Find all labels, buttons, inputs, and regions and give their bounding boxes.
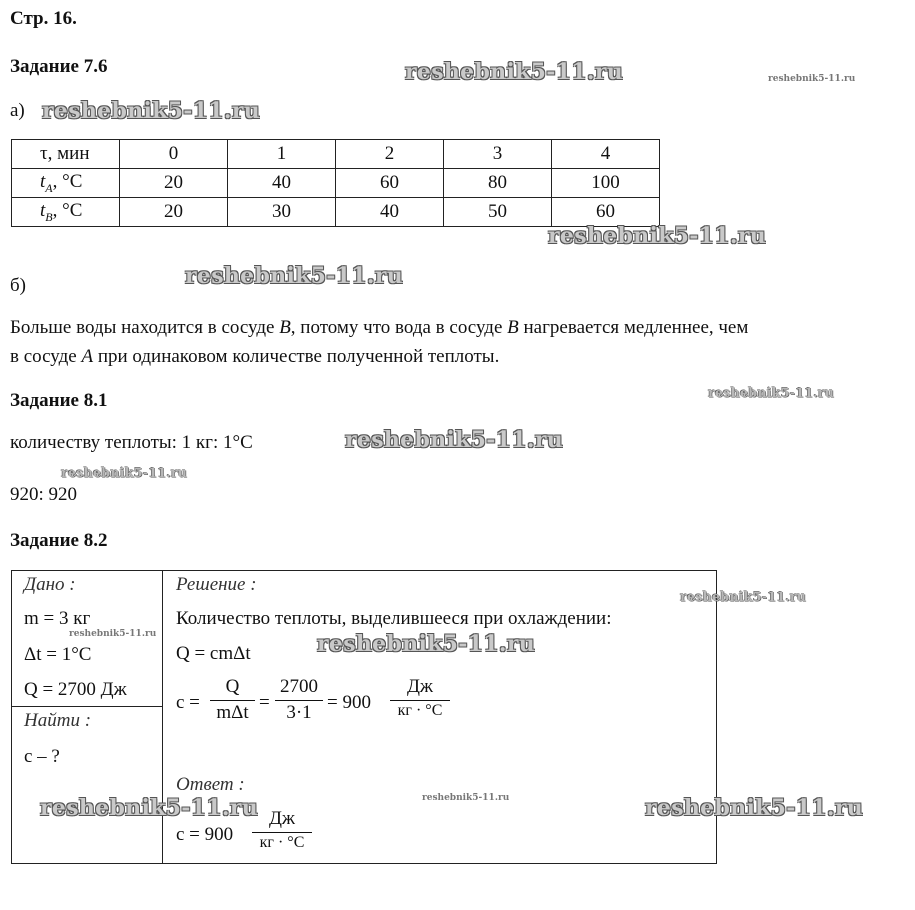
solution-text: Количество теплоты, выделившееся при охлаждении: [176, 608, 612, 629]
watermark: reshebnik5-11.ru [61, 466, 188, 481]
answer-7-6-line2: в сосуде A при одинаковом количестве полученной теплоты. [10, 346, 500, 367]
given-mass: m = 3 кг [24, 608, 91, 629]
fraction-numeric [275, 676, 323, 724]
find-label: Найти : [24, 710, 92, 731]
watermark: reshebnik5-11.ru [708, 386, 835, 401]
table-header-row [12, 140, 660, 169]
table-cell: 40 [336, 198, 444, 227]
fraction-denominator: mΔt [216, 702, 249, 723]
watermark: reshebnik5-11.ru [40, 795, 259, 821]
watermark: reshebnik5-11.ru [548, 223, 767, 249]
task-8-1-line2: 920: 920 [10, 484, 78, 505]
row-label-tB: $t_B$, °C [12, 198, 120, 227]
formula-c-lhs: c = [176, 692, 200, 713]
fraction-denominator: 3·1 [286, 702, 312, 723]
answer-7-6-line1: Больше воды находится в сосуде B, потому что вода в сосуде B нагревается медленнее, чем [10, 317, 749, 338]
given-find-divider [11, 706, 162, 707]
time-cell: 3 [444, 140, 552, 169]
fraction-numerator: Дж [268, 808, 296, 829]
watermark: reshebnik5-11.ru [42, 98, 261, 124]
given-delta-t: Δt = 1°C [24, 644, 92, 665]
time-cell: 0 [120, 140, 228, 169]
watermark: reshebnik5-11.ru [345, 427, 564, 453]
fraction-q-over-mdt [210, 676, 255, 724]
table-cell: 20 [120, 198, 228, 227]
table-cell: 30 [228, 198, 336, 227]
solution-label: Решение : [176, 574, 257, 595]
watermark: reshebnik5-11.ru [405, 59, 624, 85]
formula-q: Q = cmΔt [176, 643, 251, 664]
time-header: τ, мин [12, 140, 120, 169]
table-cell: 20 [120, 169, 228, 198]
time-cell: 2 [336, 140, 444, 169]
find-value: c – ? [24, 746, 60, 767]
fraction-numerator: Дж [406, 676, 434, 697]
part-a-label: а) [10, 100, 25, 121]
watermark: reshebnik5-11.ru [680, 590, 807, 605]
answer-units [252, 808, 312, 852]
watermark: reshebnik5-11.ru [645, 795, 864, 821]
fraction-units [390, 676, 450, 720]
watermark: reshebnik5-11.ru [422, 793, 510, 803]
table-cell: 40 [228, 169, 336, 198]
fraction-numerator: Q [225, 676, 240, 697]
row-label-tA: $t_A$, °C [12, 169, 120, 198]
watermark: reshebnik5-11.ru [317, 631, 536, 657]
table-cell: 50 [444, 198, 552, 227]
table-row [12, 169, 660, 198]
watermark: reshebnik5-11.ru [768, 74, 856, 84]
task-8-1-title: Задание 8.1 [10, 390, 108, 411]
table-cell: 80 [444, 169, 552, 198]
table-cell: 60 [552, 198, 660, 227]
answer-label: Ответ : [176, 774, 245, 795]
page-header: Стр. 16. [10, 8, 77, 29]
answer-lhs: c = 900 [176, 824, 234, 845]
fraction-denominator: кг · °С [259, 834, 305, 851]
table-cell: 100 [552, 169, 660, 198]
result-900: = 900 [327, 692, 371, 713]
fraction-denominator: кг · °С [397, 702, 443, 719]
watermark: reshebnik5-11.ru [185, 263, 404, 289]
watermark: reshebnik5-11.ru [69, 629, 157, 639]
part-b-label: б) [10, 275, 26, 296]
given-heat: Q = 2700 Дж [24, 679, 127, 700]
table-cell: 60 [336, 169, 444, 198]
task-7-6-title: Задание 7.6 [10, 56, 108, 77]
given-label: Дано : [24, 574, 76, 595]
temperature-table [11, 139, 660, 227]
task-8-2-title: Задание 8.2 [10, 530, 108, 551]
equals-sign: = [259, 692, 270, 713]
task-8-1-line1: количеству теплоты: 1 кг: 1°С [10, 432, 253, 453]
fraction-numerator: 2700 [280, 676, 318, 697]
time-cell: 1 [228, 140, 336, 169]
time-cell: 4 [552, 140, 660, 169]
